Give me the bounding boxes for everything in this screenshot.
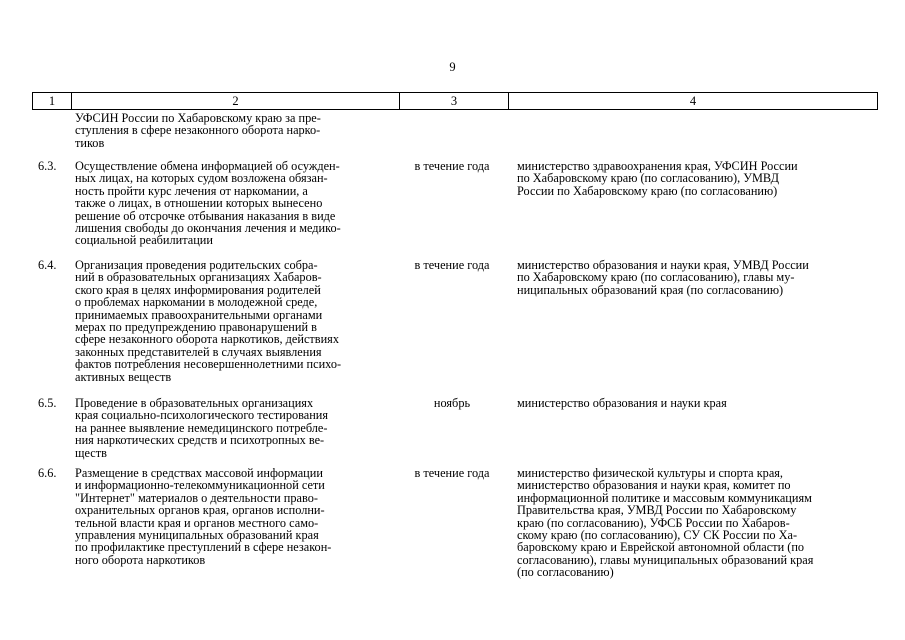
- row-term: ноябрь: [433, 396, 471, 410]
- row-number: 6.5.: [38, 396, 57, 410]
- row-number: 6.6.: [38, 466, 57, 480]
- row-activity-text: Осуществление обмена информацией об осужден- ных лицах, на которых судом возложена обязан- ность пройти курс лечения от наркомании, а также о лицах, в отношении которых вынесено решение об отсрочке отбывания наказания в виде лишения свободы до окончания лечения и медико- социальной реабилитации: [75, 159, 341, 248]
- row-term: в течение года: [414, 258, 490, 272]
- page-number: 9: [449, 60, 456, 74]
- column-number-2: 2: [72, 93, 400, 110]
- row-number: 6.4.: [38, 258, 57, 272]
- column-number-3: 3: [400, 93, 509, 110]
- column-number-1: 1: [33, 93, 72, 110]
- row-activity-text: УФСИН России по Хабаровскому краю за пре- ступления в сфере незаконного оборота нарко- тиков: [75, 111, 321, 150]
- row-term: в течение года: [414, 159, 490, 173]
- row-responsible: министерство образования и науки края, УМВД России по Хабаровскому краю (по согласованию), главы му- ниципальных образований края (по согласованию): [517, 258, 809, 297]
- row-number: 6.3.: [38, 159, 57, 173]
- table-header-row: [33, 93, 878, 110]
- row-activity-text: Размещение в средствах массовой информации и информационно-телекоммуникационной сети "Интернет" материалов о деятельности право- охранительных органов края, органов исполни- тельной власти края и органов местного само- управления муниципальных образований края по профилактике преступлений в сфере незакон- ного оборота наркотиков: [75, 466, 332, 567]
- row-activity-text: Проведение в образовательных организациях края социально-психологического тестирования на раннее выявление немедицинского потребле- ния наркотических средств и психотропных ве- ществ: [75, 396, 329, 460]
- row-responsible: министерство физической культуры и спорта края, министерство образования и науки края, комитет по информационной политике и массовым коммуникациям Правительства края, УМВД России по Хабаровскому краю (по согласованию), УФСБ России по Хабаров- скому краю (по согласованию), СУ СК России по Ха- баровскому краю и Еврейской автономной области (по согласованию), главы муниципальных образований края (по согласованию): [517, 466, 814, 580]
- row-activity-text: Организация проведения родительских собра- ний в образовательных организациях Хабаров- ского края в целях информирования родителей о проблемах наркомании в молодежной среде, принимаемых правоохранительными органами мерах по предупреждению правонарушений в сфере незаконного оборота наркотиков, действиях законных представителей в случаях выявления фактов потребления несовершеннолетними психо- активных веществ: [75, 258, 342, 384]
- row-responsible: министерство здравоохранения края, УФСИН России по Хабаровскому краю (по согласованию), УМВД России по Хабаровскому краю (по согласованию): [517, 159, 798, 198]
- row-term: в течение года: [414, 466, 490, 480]
- table-header: [32, 92, 878, 110]
- row-responsible: министерство образования и науки края: [517, 396, 727, 410]
- column-number-4: 4: [509, 93, 878, 110]
